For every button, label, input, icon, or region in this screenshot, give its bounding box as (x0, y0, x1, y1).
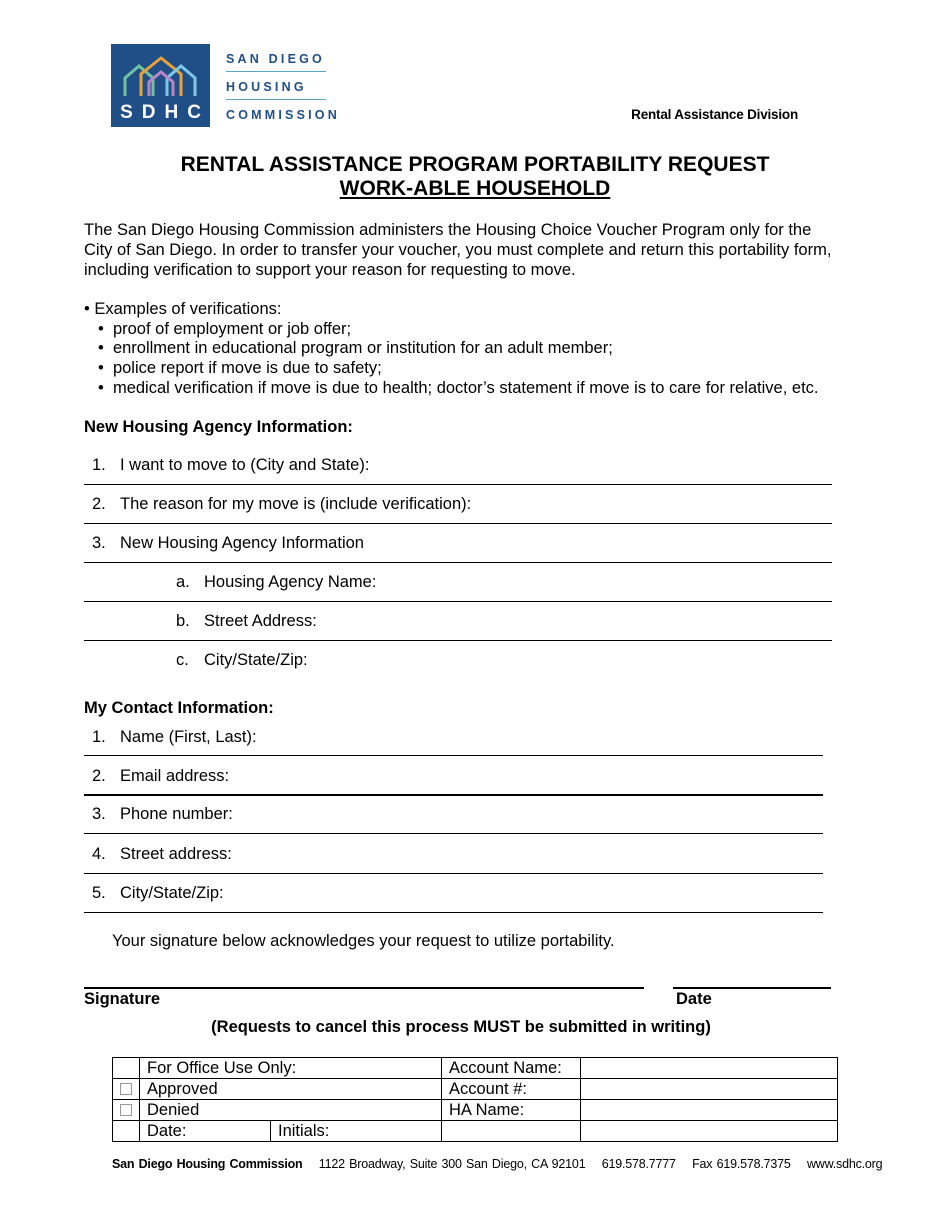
table-row (113, 1121, 838, 1142)
checkbox-cell (113, 1100, 140, 1121)
acknowledgement-text: Your signature below acknowledges your request to utilize portability. (112, 932, 615, 950)
table-row (113, 1100, 838, 1121)
divider (84, 873, 823, 874)
field-number: 5. (92, 884, 106, 902)
page-subtitle (0, 177, 950, 201)
divider (84, 912, 823, 913)
division-name: Rental Assistance Division (631, 107, 798, 122)
new-agency-info-label: New Housing Agency Information (120, 534, 364, 552)
account-name-value[interactable] (581, 1058, 838, 1079)
footer-address: 1122 Broadway, Suite 300 San Diego, CA 92101 (318, 1157, 586, 1171)
agency-name-field[interactable]: Housing Agency Name: (204, 573, 377, 591)
divider (84, 833, 823, 834)
logo-line-3: COMMISSION (226, 108, 340, 122)
field-number: 4. (92, 845, 106, 863)
account-number-label: Account #: (442, 1079, 581, 1100)
email-field[interactable]: Email address: (120, 767, 230, 785)
divider (84, 794, 823, 796)
office-date-label[interactable]: Date: (140, 1121, 271, 1142)
list-item-text: proof of employment or job offer; (112, 320, 352, 338)
approved-label: Approved (140, 1079, 442, 1100)
move-reason-field[interactable]: The reason for my move is (include verification): (120, 495, 472, 513)
verifications-heading: • Examples of verifications: (84, 300, 282, 318)
cancel-note: (Requests to cancel this process MUST be submitted in writing) (211, 1018, 711, 1036)
street-field[interactable]: Street address: (120, 845, 232, 863)
new-agency-heading: New Housing Agency Information: (84, 418, 353, 436)
field-number: 3. (92, 805, 106, 823)
ha-name-label: HA Name: (442, 1100, 581, 1121)
list-item: • proof of employment or job offer; (98, 320, 352, 338)
checkbox-cell (113, 1058, 140, 1079)
contact-heading: My Contact Information: (84, 699, 274, 717)
list-item-text: enrollment in educational program or institution for an adult member; (112, 339, 613, 357)
list-item-text: police report if move is due to safety; (112, 359, 382, 377)
verifications-heading-text: Examples of verifications: (94, 300, 282, 318)
account-number-value[interactable] (581, 1079, 838, 1100)
field-number: 2. (92, 495, 106, 513)
checkbox-cell (113, 1079, 140, 1100)
city-state-zip-field[interactable]: City/State/Zip: (120, 884, 224, 902)
agency-city-field[interactable]: City/State/Zip: (204, 651, 308, 669)
approved-checkbox[interactable] (120, 1083, 132, 1095)
checkbox-cell (113, 1121, 140, 1142)
name-field[interactable]: Name (First, Last): (120, 728, 257, 746)
denied-label: Denied (140, 1100, 442, 1121)
office-use-header: For Office Use Only: (140, 1058, 442, 1079)
list-item: • enrollment in educational program or institution for an adult member; (98, 339, 613, 357)
intro-paragraph: The San Diego Housing Commission administers the Housing Choice Voucher Program only for the City of San Diego. In order to transfer your voucher, you must complete and return this portability form, including verification to support your reason for requesting to move. (84, 221, 832, 279)
logo-letters: SDHC (120, 102, 210, 123)
list-item-text: medical verification if move is due to health; doctor’s statement if move is to care for relative, etc. (112, 379, 819, 397)
divider (84, 755, 823, 756)
footer (112, 1157, 894, 1171)
page-subtitle-text: WORK-ABLE HOUSEHOLD (339, 177, 611, 200)
signature-line[interactable] (84, 987, 644, 989)
move-to-field[interactable]: I want to move to (City and State): (120, 456, 370, 474)
field-number: 1. (92, 456, 106, 474)
phone-field[interactable]: Phone number: (120, 805, 233, 823)
list-item: • police report if move is due to safety; (98, 359, 382, 377)
field-number: 2. (92, 767, 106, 785)
divider (84, 562, 832, 563)
logo-line-2: HOUSING (226, 80, 307, 94)
field-number: b. (176, 612, 190, 630)
footer-org: San Diego Housing Commission (112, 1157, 303, 1171)
field-number: 1. (92, 728, 106, 746)
denied-checkbox[interactable] (120, 1104, 132, 1116)
ha-name-value[interactable] (581, 1100, 838, 1121)
divider (84, 640, 832, 641)
divider (84, 601, 832, 602)
page-title: RENTAL ASSISTANCE PROGRAM PORTABILITY REQUEST (180, 153, 770, 176)
field-number: a. (176, 573, 190, 591)
empty-cell[interactable] (442, 1121, 581, 1142)
logo-line-1: SAN DIEGO (226, 52, 325, 66)
table-row (113, 1079, 838, 1100)
divider (84, 484, 832, 485)
footer-web[interactable]: www.sdhc.org (806, 1157, 883, 1171)
field-number: c. (176, 651, 189, 669)
account-name-label: Account Name: (442, 1058, 581, 1079)
signature-label: Signature (84, 990, 161, 1008)
footer-phone: 619.578.7777 (601, 1157, 676, 1171)
logo-rule (226, 71, 326, 72)
field-number: 3. (92, 534, 106, 552)
divider (84, 523, 832, 524)
table-row (113, 1058, 838, 1079)
footer-fax: Fax 619.578.7375 (692, 1157, 791, 1171)
office-initials-label[interactable]: Initials: (271, 1121, 442, 1142)
date-line[interactable] (673, 987, 831, 989)
agency-street-field[interactable]: Street Address: (204, 612, 317, 630)
list-item: • medical verification if move is due to health; doctor’s statement if move is to care for relative, etc. (98, 379, 819, 397)
office-use-table (112, 1057, 838, 1142)
logo-rule (226, 99, 326, 100)
date-label: Date (676, 990, 712, 1008)
empty-cell[interactable] (581, 1121, 838, 1142)
